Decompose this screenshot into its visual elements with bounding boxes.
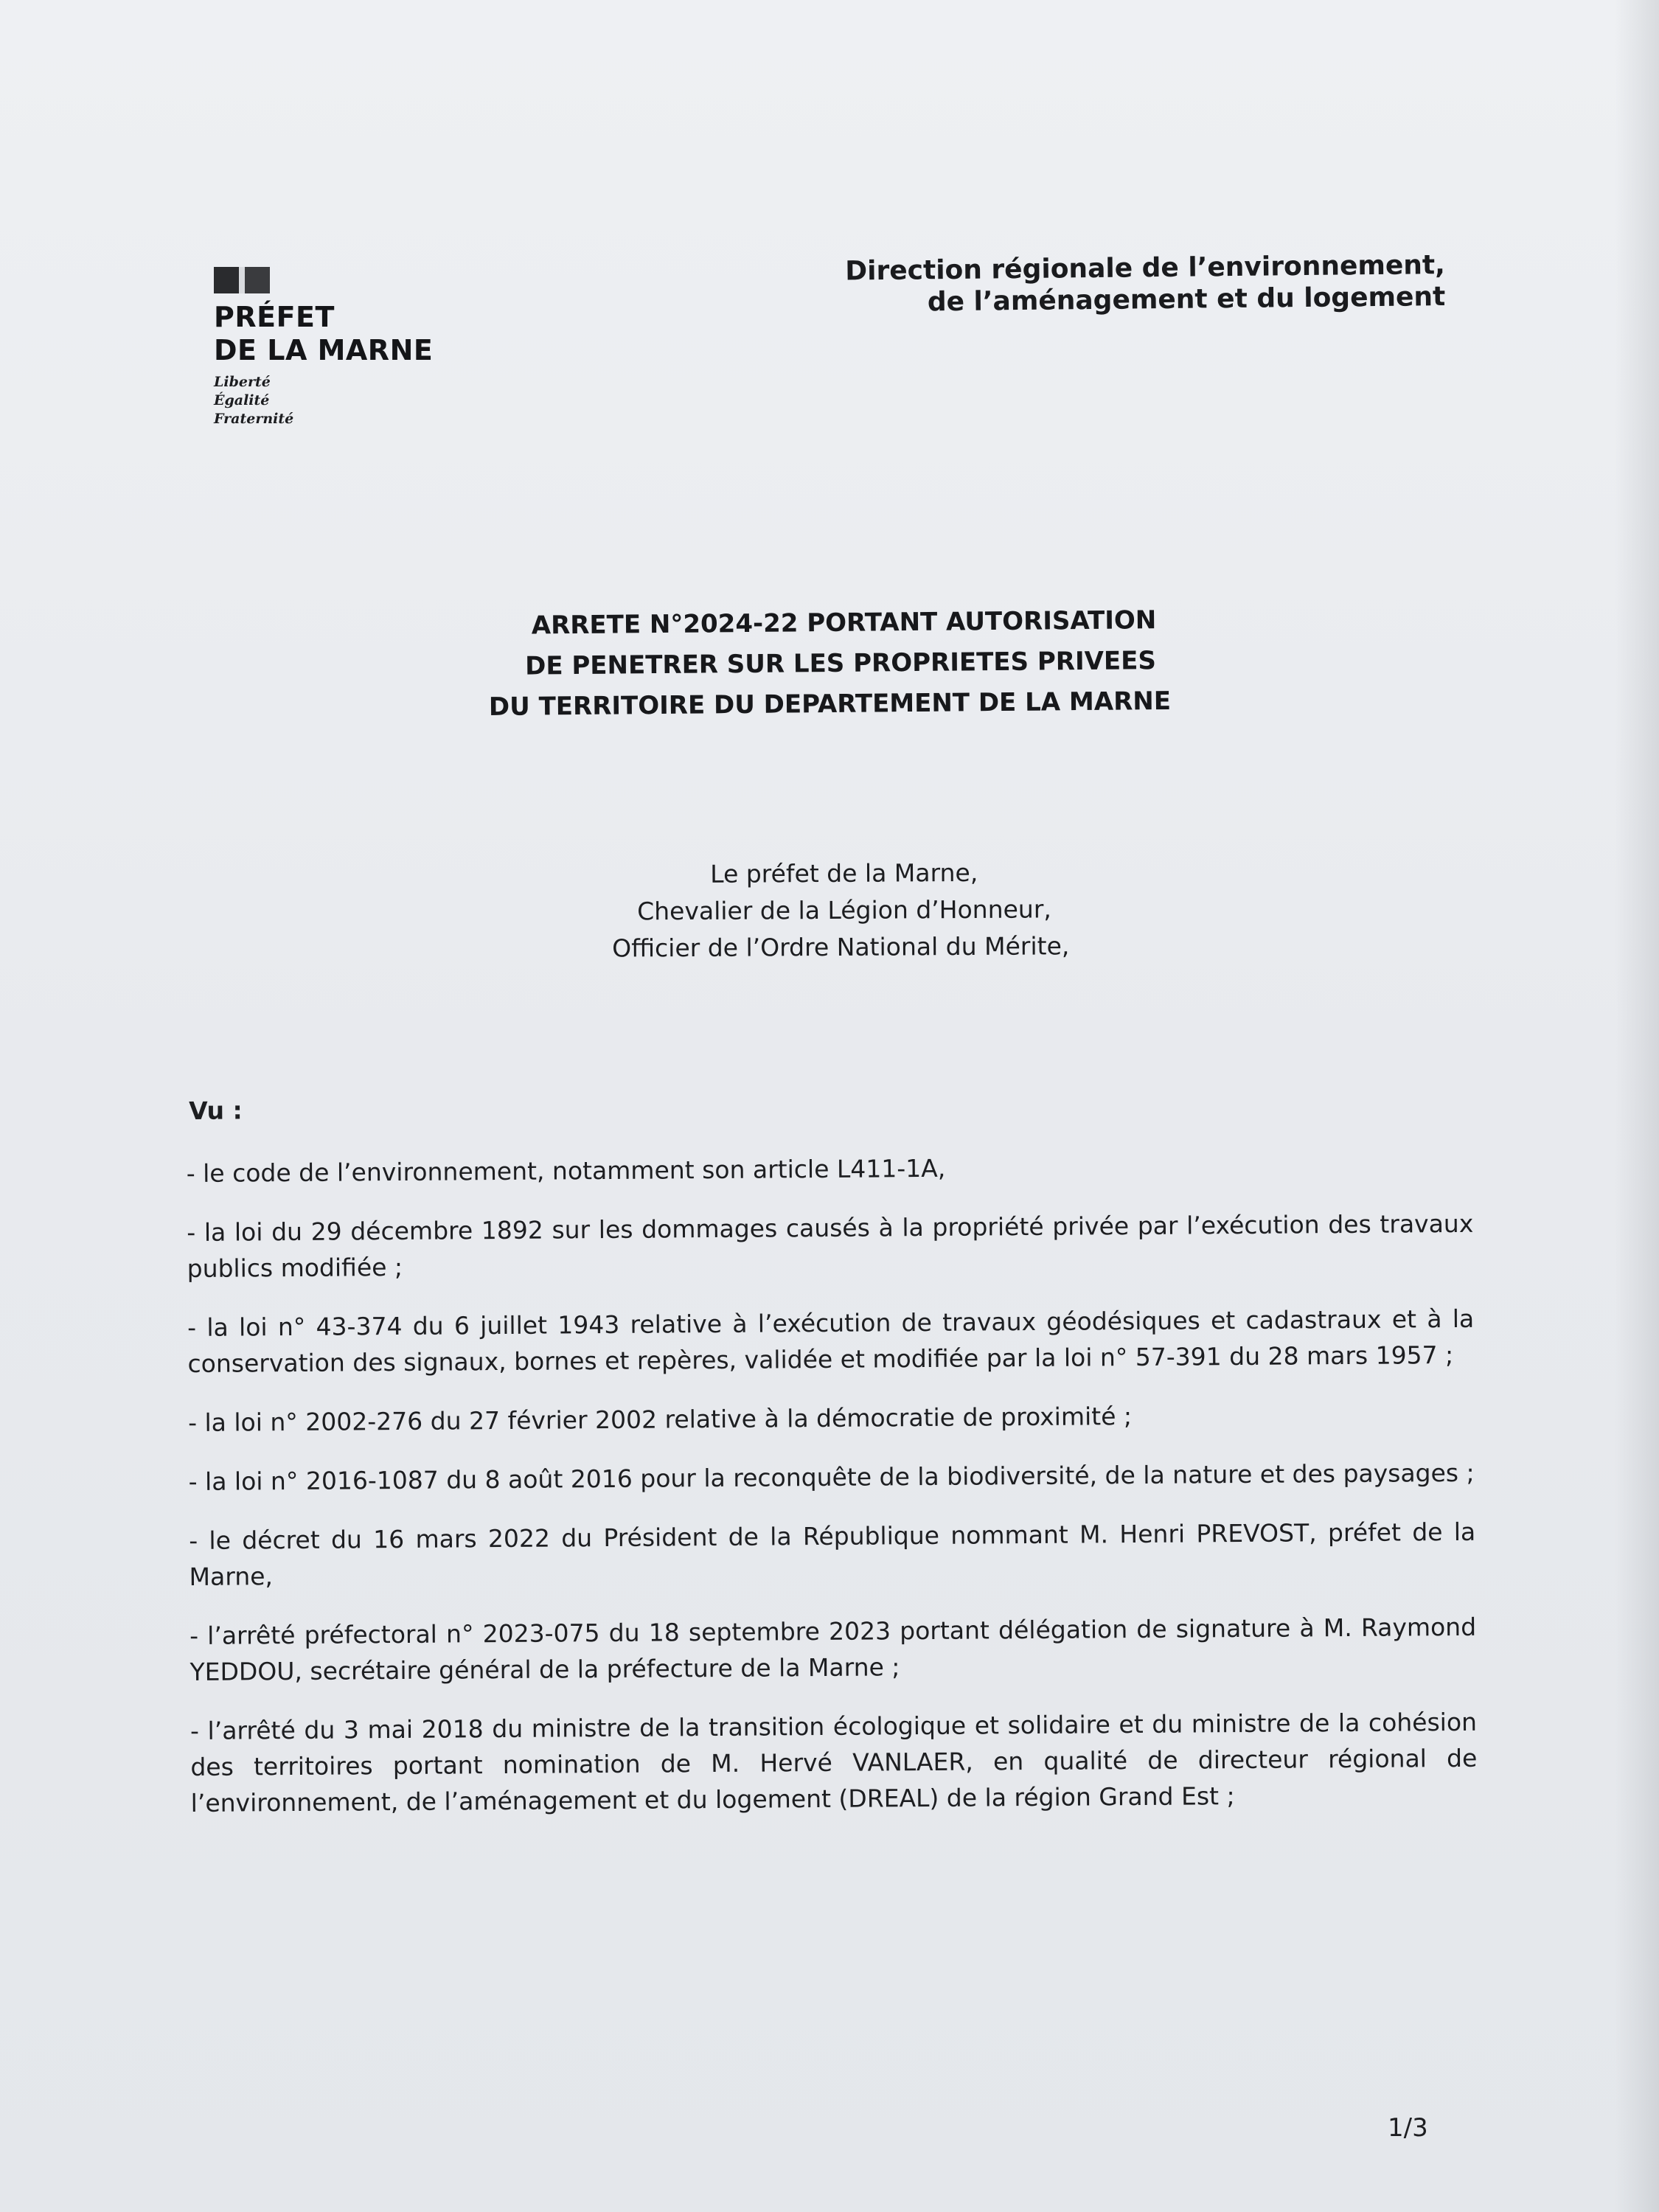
decree-title [0, 596, 1659, 732]
republic-motto [214, 373, 450, 428]
prefect-line: Le préfet de la Marne, [710, 858, 978, 888]
citation-paragraph: - la loi n° 2002-276 du 27 février 2002 relative à la démocratie de proximité ; [187, 1402, 1133, 1437]
motto-line: Liberté [214, 374, 271, 390]
citation-paragraph: - la loi n° 43-374 du 6 juillet 1943 relative à l’exécution de travaux géodésiques et cadastraux et à la conservation des signaux, bornes et repères, validée et modifiée par la loi n° 57-391 du 28 mars 1957 ; [187, 1304, 1475, 1378]
direction-line: Direction régionale de l’environnement, [845, 249, 1446, 287]
document-body [186, 1084, 1478, 1844]
logo-line: DE LA MARNE [214, 334, 434, 366]
prefect-line: Chevalier de la Légion d’Honneur, [637, 894, 1051, 926]
citation-paragraph: - la loi n° 2016-1087 du 8 août 2016 pour la reconquête de la biodiversité, de la nature et des paysages ; [188, 1458, 1475, 1496]
prefect-titles [0, 851, 1659, 970]
page-shadow-edge [1615, 0, 1659, 2212]
issuing-direction [845, 249, 1445, 319]
citation-paragraph: - la loi du 29 décembre 1892 sur les dommages causés à la propriété privée par l’exécution des travaux publics modifiée ; [187, 1208, 1474, 1283]
title-line: DE PENETRER SUR LES PROPRIETES PRIVEES [524, 646, 1157, 681]
prefect-line: Officier de l’Ordre National du Mérite, [612, 931, 1070, 963]
title-line: ARRETE N°2024-22 PORTANT AUTORISATION [531, 605, 1157, 641]
motto-line: Égalité [214, 392, 270, 408]
citation-paragraph: - le code de l’environnement, notamment son article L411-1A, [186, 1153, 946, 1188]
page-number: 1/3 [1388, 2113, 1428, 2143]
vu-label: Vu : [189, 1096, 243, 1125]
citation-paragraph: - le décret du 16 mars 2022 du Président de la République nommant M. Henri PREVOST, préfet de la Marne, [189, 1517, 1476, 1591]
citation-paragraph: - l’arrêté du 3 mai 2018 du ministre de la transition écologique et solidaire et du ministre de la cohésion des territoires portant nomination de M. Hervé VANLAER, en qualité de directeur régional de l’environnement, de l’aménagement et du logement (DREAL) de la région Grand Est ; [189, 1707, 1478, 1818]
logo-title [214, 301, 450, 367]
title-line: DU TERRITOIRE DU DEPARTEMENT DE LA MARNE [488, 686, 1172, 723]
citation-paragraph: - l’arrêté préfectoral n° 2023-075 du 18 septembre 2023 portant délégation de signature à M. Raymond YEDDOU, secrétaire général de la préfecture de la Marne ; [189, 1612, 1477, 1686]
logo-line: PRÉFET [214, 301, 335, 333]
prefecture-logo [214, 267, 450, 428]
direction-line: de l’aménagement et du logement [928, 281, 1446, 318]
motto-line: Fraternité [214, 411, 294, 427]
marianne-flag-icon [214, 267, 450, 295]
